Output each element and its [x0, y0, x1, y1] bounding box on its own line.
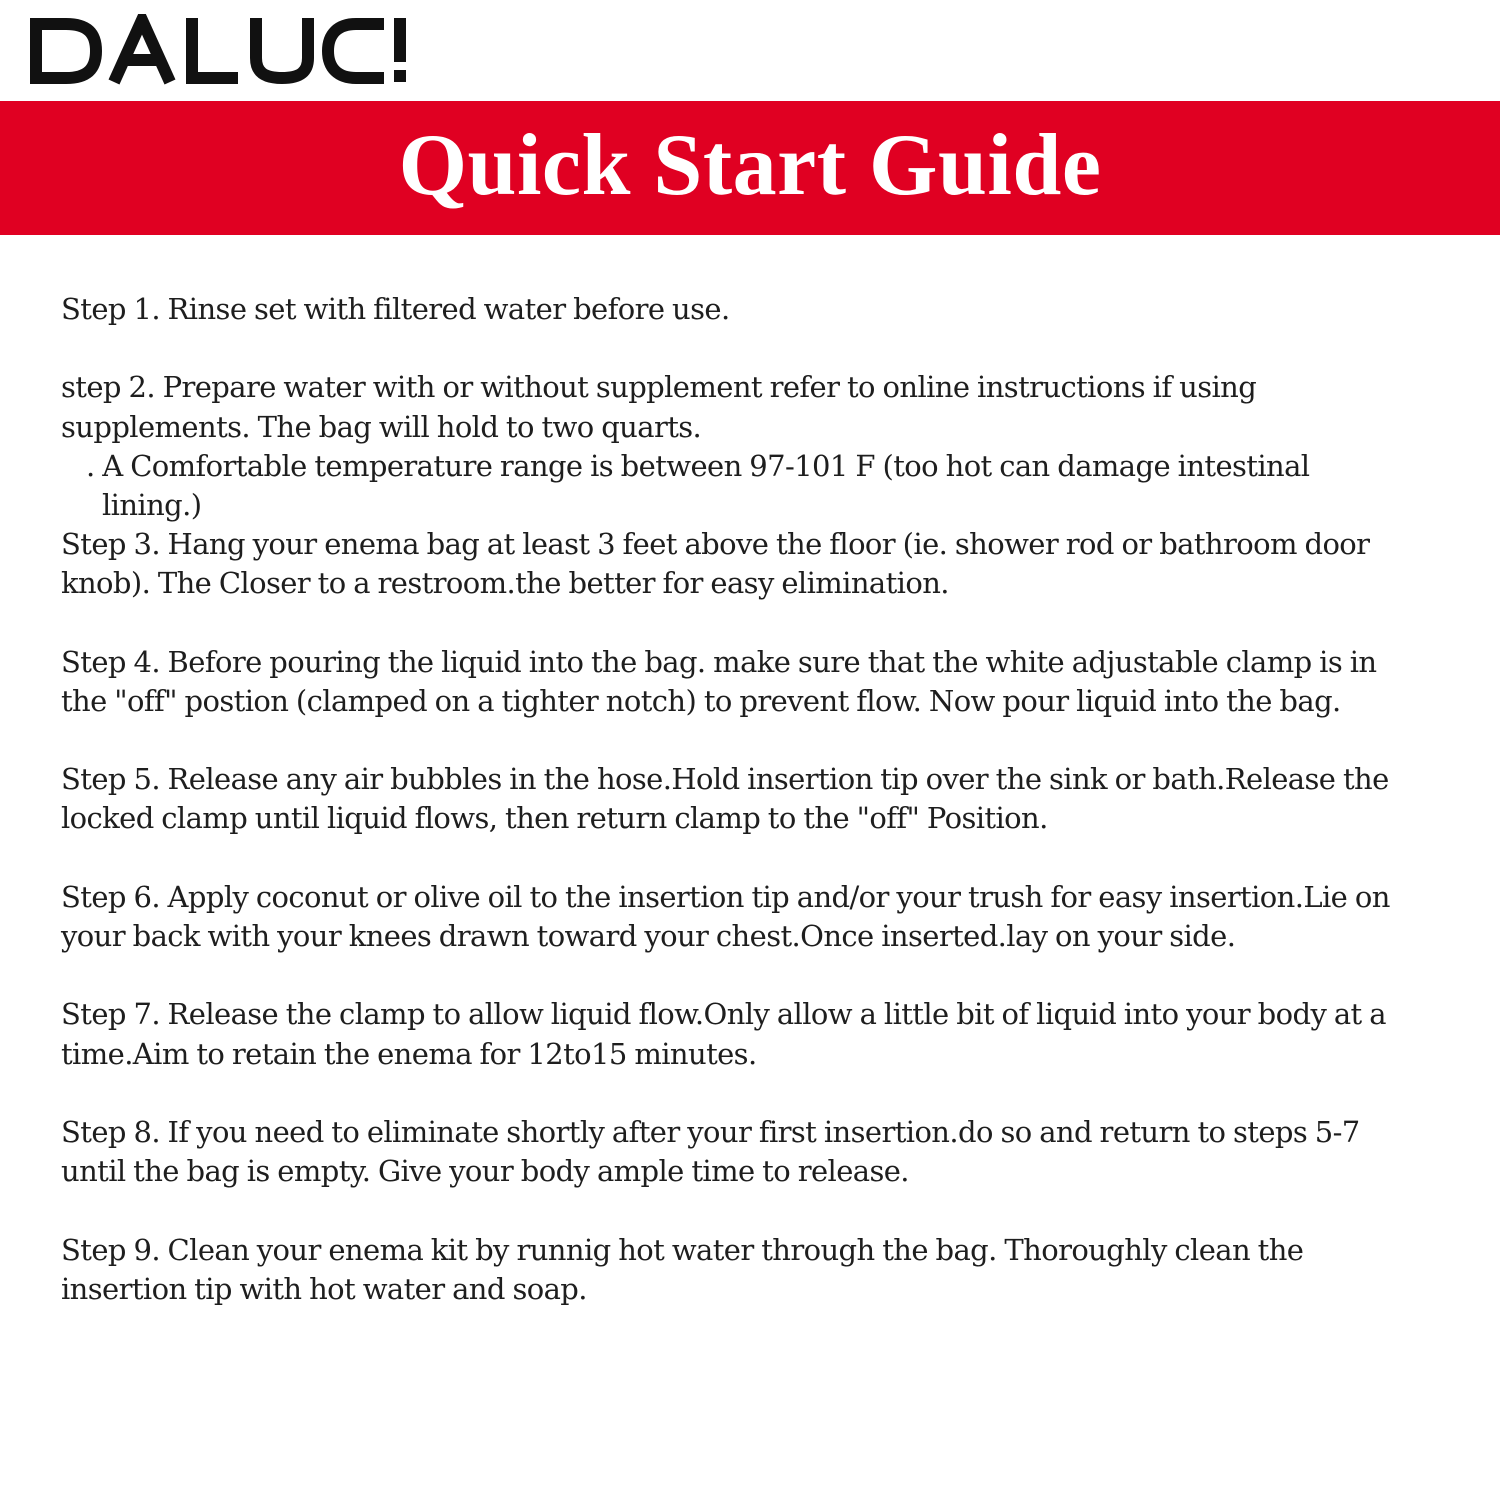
- step-3-line-1: Step 3. Hang your enema bag at least 3 feet above the floor (ie. shower rod or bathroom door: [61, 527, 1370, 562]
- step-4-line-2: the "off" postion (clamped on a tighter notch) to prevent flow. Now pour liquid into the bag.: [61, 683, 1341, 718]
- page-title: Quick Start Guide: [398, 117, 1102, 214]
- step-2: [61, 368, 1486, 525]
- daluci-logo: [30, 14, 410, 88]
- step-8: [61, 1113, 1486, 1191]
- step-2-note-line-2: lining.): [102, 487, 202, 522]
- instructions-body: [61, 290, 1486, 1309]
- step-9-line-1: Step 9. Clean your enema kit by runnig hot water through the bag. Thoroughly clean the: [61, 1232, 1304, 1267]
- step-1: [61, 290, 1486, 329]
- step-6-line-2: your back with your knees drawn toward your chest.Once inserted.lay on your side.: [61, 919, 1236, 953]
- step-7-line-2: time.Aim to retain the enema for 12to15 minutes.: [61, 1036, 757, 1071]
- step-9-line-2: insertion tip with hot water and soap.: [61, 1271, 587, 1306]
- step-2-line-1: step 2. Prepare water with or without supplement refer to online instructions if using: [61, 370, 1257, 405]
- step-2-line-2: supplements. The bag will hold to two quarts.: [61, 409, 702, 444]
- title-banner: [0, 101, 1500, 235]
- logo-letter-c: [328, 24, 384, 78]
- step-4: [61, 643, 1486, 721]
- logo-i-dot: [394, 70, 406, 82]
- step-9: [61, 1231, 1486, 1309]
- step-1-line-1: Step 1. Rinse set with filtered water before use.: [61, 292, 730, 326]
- logo-letter-l: [192, 18, 238, 78]
- step-6-line-1: Step 6. Apply coconut or olive oil to the insertion tip and/or your trush for easy insertion.Lie on: [61, 879, 1390, 914]
- step-7: [61, 995, 1486, 1073]
- step-6: [61, 878, 1486, 956]
- logo-letter-a: [114, 20, 170, 82]
- logo-letter-d: [36, 24, 96, 78]
- logo-letter-i: [394, 18, 406, 62]
- step-8-line-1: Step 8. If you need to eliminate shortly after your first insertion.do so and return to steps 5-7: [61, 1114, 1360, 1149]
- step-5: [61, 760, 1486, 838]
- step-8-line-2: until the bag is empty. Give your body ample time to release.: [61, 1154, 909, 1189]
- step-5-line-2: locked clamp until liquid flows, then return clamp to the "off" Position.: [61, 801, 1048, 836]
- logo-letter-u: [256, 18, 308, 78]
- step-3: [61, 525, 1486, 603]
- step-5-line-1: Step 5. Release any air bubbles in the hose.Hold insertion tip over the sink or bath.Release the: [61, 762, 1389, 797]
- step-3-line-2: knob). The Closer to a restroom.the better for easy elimination.: [61, 566, 949, 601]
- step-7-line-1: Step 7. Release the clamp to allow liquid flow.Only allow a little bit of liquid into your body at a: [61, 997, 1386, 1032]
- step-4-line-1: Step 4. Before pouring the liquid into the bag. make sure that the white adjustable clamp is in: [61, 644, 1377, 679]
- step-2-note-line-1: . A Comfortable temperature range is between 97-101 F (too hot can damage intestinal: [86, 448, 1310, 483]
